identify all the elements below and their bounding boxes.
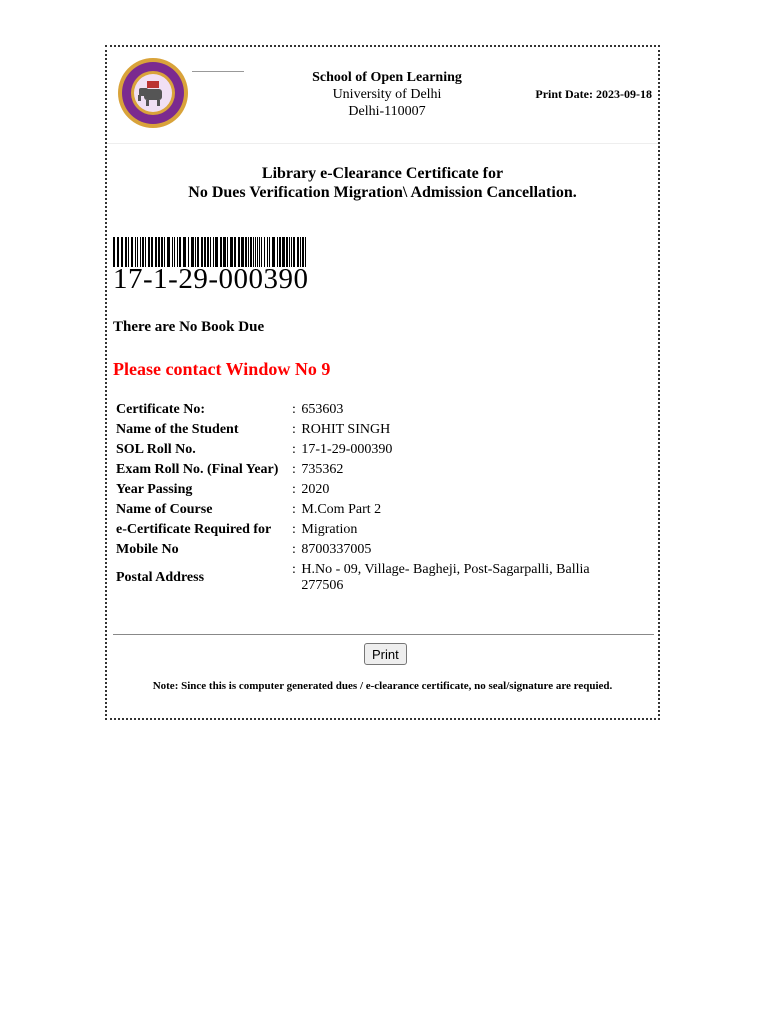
detail-label: SOL Roll No. [116,442,196,457]
detail-row [113,460,635,480]
logo-divider [192,71,244,72]
detail-value: 17-1-29-000390 [301,442,393,457]
certificate-card [105,45,660,720]
university-name: University of Delhi [332,87,442,102]
detail-value-cell [289,540,635,560]
detail-value: Migration [301,522,358,537]
detail-value: 735362 [301,462,344,477]
detail-label: Certificate No: [116,402,206,417]
certificate-title [107,164,658,202]
detail-value-cell [289,480,635,500]
details-divider [113,634,654,635]
detail-separator: : [292,402,300,417]
detail-value-cell [289,500,635,520]
detail-value-cell [289,400,635,420]
detail-label: Year Passing [116,482,193,497]
detail-separator: : [292,422,300,437]
detail-value: 2020 [301,482,330,497]
university-address: Delhi-110007 [348,104,426,119]
detail-row [113,500,635,520]
detail-separator: : [292,542,300,557]
detail-row [113,400,635,420]
header-divider [107,143,658,144]
university-logo [117,57,189,129]
detail-label: Name of the Student [116,422,239,437]
detail-value-cell [289,420,635,440]
detail-row [113,480,635,500]
no-due-status: There are No Book Due [113,319,265,335]
detail-value: M.Com Part 2 [301,502,382,517]
detail-value-cell [289,440,635,460]
detail-row [113,560,635,596]
detail-separator: : [292,502,300,517]
detail-row [113,540,635,560]
detail-label: Postal Address [116,570,205,585]
computer-generated-note: Note: Since this is computer generated dues / e-clearance certificate, no seal/signature are requied. [152,680,613,692]
detail-value-cell [289,560,635,596]
detail-value: ROHIT SINGH [301,422,391,437]
print-date: Print Date: 2023-09-18 [535,87,652,101]
detail-value: 8700337005 [301,542,372,557]
certificate-title-line1: Library e-Clearance Certificate for [261,165,504,182]
school-name: School of Open Learning [312,70,462,85]
student-details-table [113,400,635,596]
detail-value-cell [289,520,635,540]
detail-label: Name of Course [116,502,213,517]
detail-row [113,420,635,440]
detail-value-cell [289,460,635,480]
detail-separator: : [292,462,300,477]
certificate-title-line2: No Dues Verification Migration\ Admission Cancellation. [188,184,577,201]
detail-label: Exam Roll No. (Final Year) [116,462,279,477]
detail-separator: : [292,562,300,577]
print-button[interactable]: Print [364,643,407,665]
detail-row [113,520,635,540]
detail-separator: : [292,442,300,457]
detail-value: 653603 [301,402,344,417]
institution-header [257,69,517,120]
detail-label: Mobile No [116,542,179,557]
detail-row [113,440,635,460]
barcode-number: 17-1-29-000390 [113,263,309,295]
detail-separator: : [292,482,300,497]
detail-value: H.No - 09, Village- Bagheji, Post-Sagarpalli, Ballia 277506 [301,562,590,593]
detail-label: e-Certificate Required for [116,522,272,537]
detail-separator: : [292,522,300,537]
contact-notice: Please contact Window No 9 [113,359,331,379]
